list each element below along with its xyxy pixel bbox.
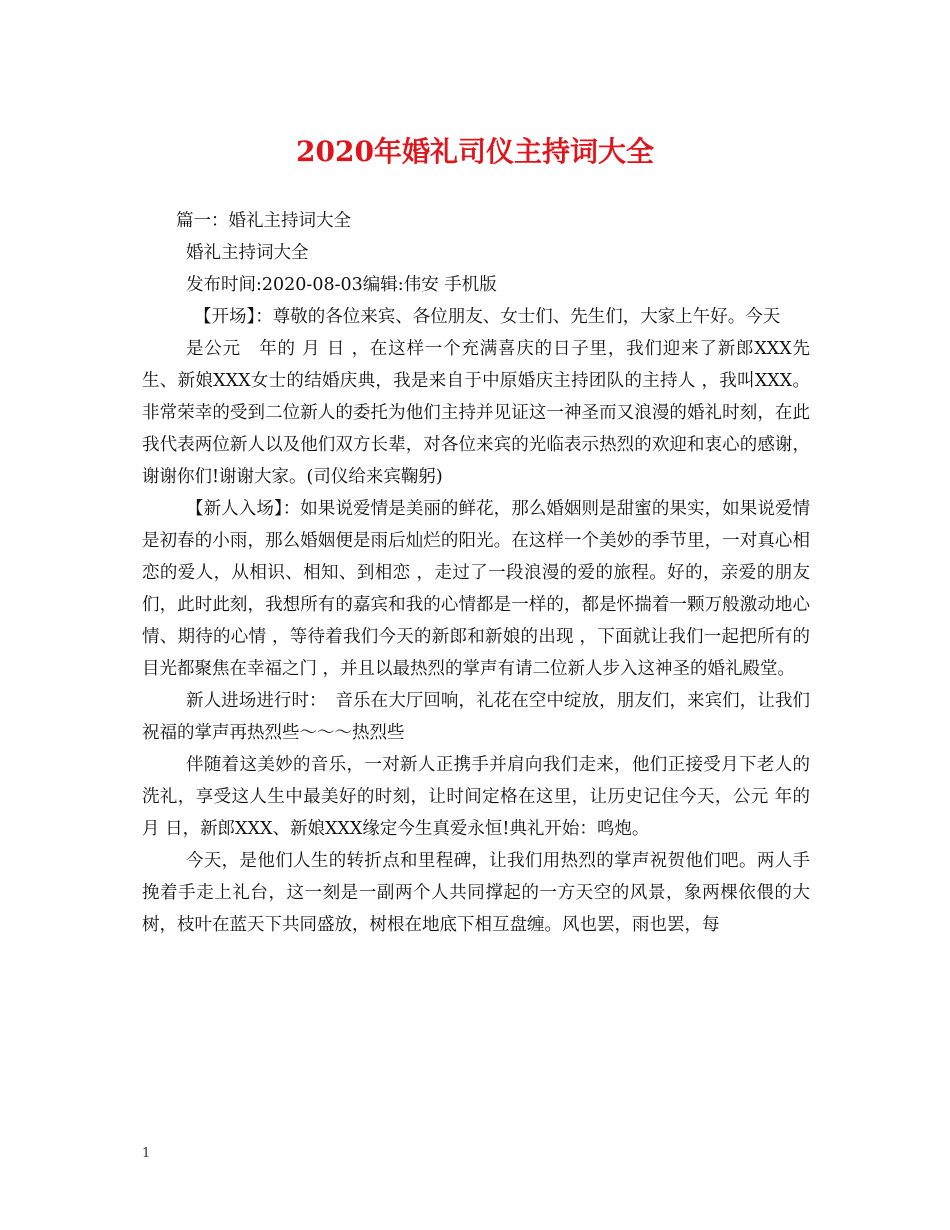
paragraph-welcome: 是公元 年的 月 日 ，在这样一个充满喜庆的日子里，我们迎来了新郎XXX先生、新娘XXX女士的结婚庆典，我是来自于中原婚庆主持团队的主持人 ，我叫XXX。非常荣幸的受到二位新人的委托为他们主持并见证这一神圣而又浪漫的婚礼时刻，在此我代表两位新人以及他们双方长辈，对各位来宾的光临表示热烈的欢迎和衷心的感谢，谢谢你们!谢谢大家。(司仪给来宾鞠躬)	[142, 339, 810, 487]
page-number: 1	[142, 1146, 151, 1161]
paragraph-entrance: 【新人入场】：如果说爱情是美丽的鲜花，那么婚姻则是甜蜜的果实，如果说爱情是初春的小雨，那么婚姻便是雨后灿烂的阳光。在这样一个美妙的季节里，一对真心相恋的爱人，从相识、相知、到相恋 ，走过了一段浪漫的爱的旅程。好的，亲爱的朋友们，此时此刻，我想所有的嘉宾和我的心情都是一样的，都是怀揣着一颗万般激动地心情、期待的心情 ，等待着我们今天的新郎和新娘的出现 ，下面就让我们一起把所有的目光都聚焦在幸福之门 ，并且以最热烈的掌声有请二位新人步入这神圣的婚礼殿堂。	[142, 499, 810, 679]
paragraph-today: 今天，是他们人生的转折点和里程碑，让我们用热烈的掌声祝贺他们吧。两人手挽着手走上礼台，这一刻是一副两个人共同撑起的一方天空的风景，象两棵依偎的大树，枝叶在蓝天下共同盛放，树根在地底下相互盘缠。风也罢，雨也罢，每	[142, 851, 810, 935]
section-heading: 篇一：婚礼主持词大全	[176, 211, 351, 231]
paragraph-entrance-progress: 新人进场进行时： 音乐在大厅回响，礼花在空中绽放，朋友们，来宾们，让我们祝福的掌声再热烈些～～～热烈些	[142, 691, 810, 743]
publish-info: 发布时间:2020-08-03编辑:伟安 手机版	[186, 275, 497, 295]
document-body	[142, 205, 810, 941]
article-title: 婚礼主持词大全	[186, 243, 309, 263]
paragraph-opening: 【开场】：尊敬的各位来宾、各位朋友、女士们、先生们，大家上午好。今天	[194, 307, 781, 327]
document-title: 2020年婚礼司仪主持词大全	[296, 135, 654, 168]
paragraph-music: 伴随着这美妙的音乐，一对新人正携手并肩向我们走来，他们正接受月下老人的洗礼，享受这人生中最美好的时刻，让时间定格在这里，让历史记住今天，公元 年的 月 日，新郎XXX、新娘XXX缘定今生真爱永恒!典礼开始：鸣炮。	[142, 755, 810, 839]
